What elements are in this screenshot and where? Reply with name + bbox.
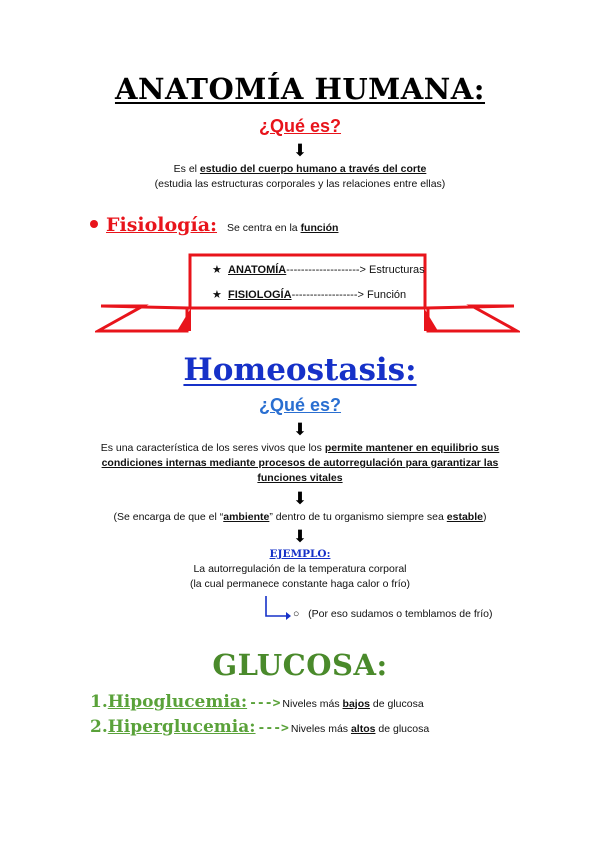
banner-term: FISIOLOGÍA [228,289,292,301]
item-text-prefix: Niveles más [290,723,351,735]
homeostasis-def-bold: permite mantener en equilibrio sus [324,442,500,454]
glucosa-item-hiperglucemia [90,717,429,737]
item-text [282,698,423,710]
item-text-prefix: Niveles más [282,698,343,710]
down-arrow-icon: ⬇ [292,141,308,160]
example-note-row [293,607,493,621]
homeostasis-paren [0,510,600,524]
item-number: 2. [90,717,108,737]
item-number: 1. [90,692,108,712]
fisiologia-title: Fisiología: [106,214,218,236]
down-arrow-icon: ⬇ [292,420,308,439]
glucosa-item-label [90,692,247,712]
dash-arrow-icon: ---> [257,721,289,736]
fisiologia-text-bold: función [300,222,339,234]
dash-arrow-icon: ---> [249,696,281,711]
homeostasis-question: ¿Qué es? [258,395,342,415]
homeostasis-def-line2: condiciones internas mediante procesos de autorregulación para garantizar las [101,457,499,469]
glucosa-item-label [90,717,256,737]
example-label: EJEMPLO: [269,548,331,560]
star-icon: ★ [212,289,222,301]
homeostasis-def-line1 [0,441,600,455]
ribbon-right-tail [428,306,517,331]
item-text-bold: altos [350,723,376,735]
star-icon: ★ [212,264,222,276]
example-line1: La autorregulación de la temperatura corporal [193,563,407,575]
fisiologia-row [90,214,338,236]
banner-line-anatomia [212,263,425,277]
elbow-arrow-icon [262,594,292,622]
anatomia-def-bold: estudio del cuerpo humano a través del corte [199,163,427,175]
item-text-suffix: de glucosa [369,698,424,710]
paren-prefix: (Se encarga de que el “ [113,511,224,523]
paren-mid: ” dentro de tu organismo siempre sea [269,511,447,523]
anatomia-definition [0,162,600,176]
homeostasis-def-prefix: Es una característica de los seres vivos que los [100,442,325,454]
glucosa-title: GLUCOSA: [212,648,388,682]
paren-bold-ambiente: ambiente [223,511,270,523]
fisiologia-text-prefix: Se centra en la [227,222,301,234]
anatomia-def-paren: (estudia las estructuras corporales y las relaciones entre ellas) [154,178,446,190]
bullet-dot-icon [90,220,98,228]
item-term: Hipoglucemia: [107,692,248,712]
ribbon-left-tail [98,306,187,331]
anatomia-def-prefix: Es el [173,163,200,175]
banner-meaning: Función [366,289,407,301]
down-arrow-icon: ⬇ [292,489,308,508]
anatomia-question: ¿Qué es? [258,116,342,136]
homeostasis-title: Homeostasis: [183,352,417,388]
example-line2: (la cual permanece constante haga calor o frío) [189,578,411,590]
paren-bold-estable: estable [446,511,483,523]
paren-suffix: ) [482,511,487,523]
down-arrow-icon: ⬇ [292,527,308,546]
banner-line-fisiologia [212,288,406,302]
banner-dashes: --------------------> [286,264,370,276]
banner-meaning: Estructuras [369,264,425,276]
item-text-bold: bajos [342,698,370,710]
item-text-suffix: de glucosa [375,723,430,735]
glucosa-item-hipoglucemia [90,692,424,712]
item-term: Hiperglucemia: [107,717,256,737]
banner-term: ANATOMÍA [228,264,287,276]
example-note: (Por eso sudamos o temblamos de frío) [308,608,493,620]
circle-bullet-icon: ○ [293,608,300,620]
anatomia-title: ANATOMÍA HUMANA: [114,72,486,106]
item-text [291,723,429,735]
banner-dashes: ------------------> [291,289,367,301]
fisiologia-text [227,221,338,235]
homeostasis-def-line3: funciones vitales [257,472,343,484]
